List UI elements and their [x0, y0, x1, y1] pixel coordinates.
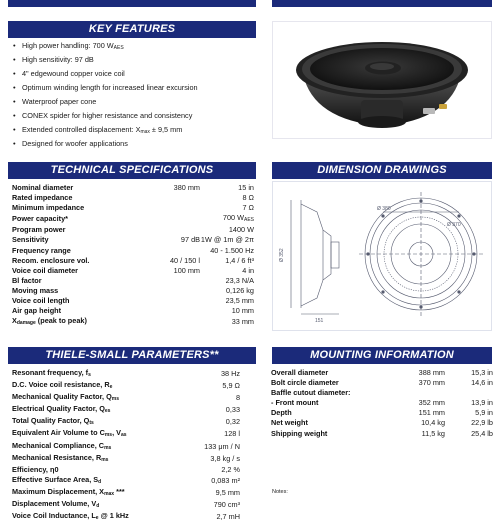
- dimension-drawing: [272, 181, 492, 331]
- spec-row: Voice coil length 23,5 mm: [12, 296, 254, 306]
- spec-row: Bl factor 23,3 N/A: [12, 275, 254, 285]
- spec-row: Minimum impedance 7 Ω: [12, 203, 254, 213]
- product-photo: [272, 21, 492, 139]
- spec-row: Power capacity* 700 $W_{AES}$: [12, 213, 254, 224]
- spec-row: Moving mass 0,126 kg: [12, 285, 254, 295]
- ts-row: Effective Surface Area, $S_d$ 0,083 m²: [12, 474, 240, 485]
- feature-item: • Waterproof paper cone: [12, 96, 262, 110]
- spec-row: $X_{damage}$ (peak to peak) 33 mm: [12, 316, 254, 327]
- ts-row: Equivalent Air Volume to $C_{ms}$, $V_{as}$ 128 l: [12, 428, 240, 439]
- ts-row: Displacement Volume, $V_d$ 790 cm³: [12, 499, 240, 510]
- top-band-right: [272, 0, 492, 7]
- ts-row: Resonant frequency, $f_s$ 38 Hz: [12, 368, 240, 378]
- speaker-illustration: [273, 22, 491, 138]
- feature-item: • CONEX spider for higher resistance and consistency: [12, 110, 262, 124]
- ts-row: Electrical Quality Factor, $Q_{es}$ 0,33: [12, 404, 240, 415]
- mount-row: Baffle cutout diameter:: [271, 388, 351, 398]
- spec-row: Frequency range 40 - 1.500 Hz: [12, 245, 254, 255]
- ts-row: Mechanical Compliance, $C_{ms}$ 133 μm / N: [12, 440, 240, 451]
- key-features-list: [12, 40, 262, 152]
- mount-row: Bolt circle diameter 370 mm 14,6 in: [271, 378, 493, 388]
- dim-label: Ø 380: [377, 206, 391, 212]
- spec-row: Rated impedance 8 Ω: [12, 193, 254, 203]
- feature-item: • Optimum winding length for increased linear excursion: [12, 82, 262, 96]
- top-band-left: [8, 0, 256, 7]
- technical-specifications-header: TECHNICAL SPECIFICATIONS: [8, 162, 256, 179]
- spec-row: Air gap height 10 mm: [12, 306, 254, 316]
- feature-item: • Designed for woofer applications: [12, 138, 262, 152]
- mount-row: - Front mount 352 mm 13,9 in: [271, 398, 493, 408]
- mounting-information-table: [271, 368, 493, 439]
- key-features-header: KEY FEATURES: [8, 21, 256, 38]
- mount-row: Net weight 10,4 kg 22,9 lb: [271, 418, 493, 428]
- ts-row: Efficiency, η0 2,2 %: [12, 464, 240, 474]
- mount-row: Depth 151 mm 5,9 in: [271, 408, 493, 418]
- ts-row: Mechanical Resistance, $R_{ms}$ 3,8 kg / s: [12, 452, 240, 463]
- feature-item: • Extended controlled displacement: $X_{max} \pm 9,5$ mm: [12, 124, 262, 138]
- thiele-small-table: [12, 368, 240, 523]
- technical-specifications-table: [12, 183, 254, 328]
- ts-row: Mechanical Quality Factor, $Q_{ms}$ 8: [12, 392, 240, 403]
- spec-row: Recom. enclosure vol. 40 / 150 l 1,4 / 6 ft³: [12, 255, 254, 265]
- spec-row: Program power 1400 W: [12, 225, 254, 235]
- feature-item: • High sensitivity: 97 dB: [12, 54, 262, 68]
- feature-item: • 4" edgewound copper voice coil: [12, 68, 262, 82]
- dim-label: Ø 370: [447, 222, 461, 228]
- spec-row: Nominal diameter 380 mm 15 in: [12, 183, 254, 192]
- spec-row: Sensitivity 97 dB 1W @ 1m @ 2π: [12, 235, 254, 245]
- dimension-drawing-svg: [273, 182, 491, 330]
- mounting-information-header: MOUNTING INFORMATION: [272, 347, 492, 364]
- dim-label: Ø 352: [279, 248, 285, 262]
- notes-label: Notes:: [272, 489, 288, 495]
- ts-row: Maximum Displacement, $X_{max}$ *** 9,5 mm: [12, 486, 240, 497]
- feature-item: • High power handling: 700 $W_{AES}$: [12, 40, 262, 54]
- thiele-small-header: THIELE-SMALL PARAMETERS**: [8, 347, 256, 364]
- ts-row: Total Quality Factor, $Q_{ts}$ 0,32: [12, 416, 240, 427]
- mount-row: Shipping weight 11,5 kg 25,4 lb: [271, 428, 493, 438]
- dimension-drawings-header: DIMENSION DRAWINGS: [272, 162, 492, 179]
- spec-row: Voice coil diameter 100 mm 4 in: [12, 265, 254, 275]
- mount-row: Overall diameter 388 mm 15,3 in: [271, 368, 493, 377]
- ts-row: D.C. Voice coil resistance, $R_e$ 5,9 Ω: [12, 380, 240, 391]
- ts-row: Voice Coil Inductance, $L_e$ @ 1 kHz 2,7 mH: [12, 511, 240, 522]
- dim-label: 151: [315, 318, 324, 324]
